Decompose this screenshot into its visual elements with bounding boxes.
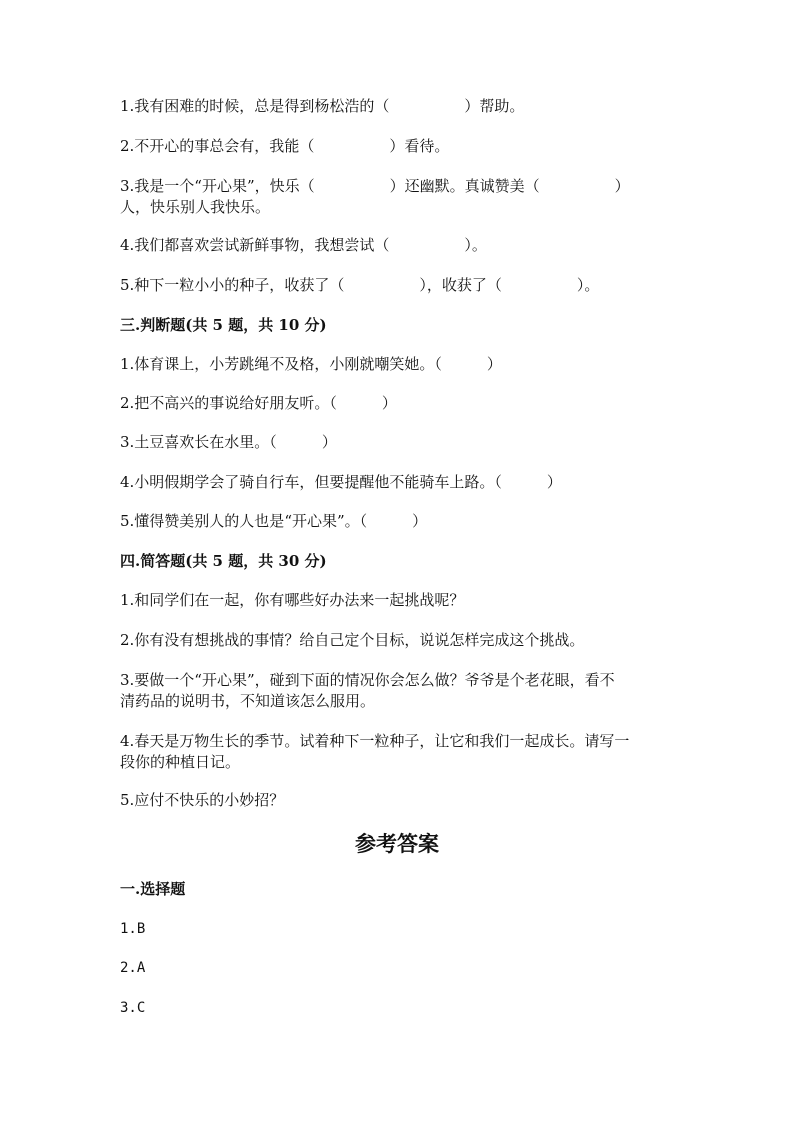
short-answer-question-2: 2.你有没有想挑战的事情？给自己定个目标，说说怎样完成这个挑战。 — [120, 631, 585, 649]
fill-blank-question-1: 1.我有困难的时候，总是得到杨松浩的（ ）帮助。 — [120, 97, 525, 115]
answer-item-3: 3.C — [120, 1000, 146, 1016]
judge-question-3: 3.土豆喜欢长在水里。（ ） — [120, 433, 337, 451]
judge-question-2: 2.把不高兴的事说给好朋友听。（ ） — [120, 394, 397, 412]
answers-title: 参考答案 — [355, 831, 439, 856]
fill-blank-question-4: 4.我们都喜欢尝试新鲜事物，我想尝试（ ）。 — [120, 236, 487, 254]
judge-question-5: 5.懂得赞美别人的人也是“开心果”。（ ） — [120, 512, 428, 530]
judge-question-1: 1.体育课上，小芳跳绳不及格，小刚就嘲笑她。（ ） — [120, 355, 502, 373]
short-answer-question-4-cont: 段你的种植日记。 — [120, 753, 241, 771]
short-answer-section-heading: 四.简答题(共 5 题，共 30 分) — [120, 552, 327, 570]
short-answer-question-5: 5.应付不快乐的小妙招？ — [120, 791, 285, 809]
answers-section-heading: 一.选择题 — [120, 880, 186, 898]
fill-blank-question-3-cont: 人，快乐别人我快乐。 — [120, 198, 271, 216]
fill-blank-question-2: 2.不开心的事总会有，我能（ ）看待。 — [120, 137, 450, 155]
short-answer-question-4: 4.春天是万物生长的季节。试着种下一粒种子，让它和我们一起成长。请写一 — [120, 732, 630, 750]
answer-item-1: 1.B — [120, 921, 146, 937]
short-answer-question-1: 1.和同学们在一起，你有哪些好办法来一起挑战呢？ — [120, 591, 465, 609]
short-answer-question-3: 3.要做一个“开心果”，碰到下面的情况你会怎么做？爷爷是个老花眼，看不 — [120, 671, 615, 689]
fill-blank-question-5: 5.种下一粒小小的种子，收获了（ ），收获了（ ）。 — [120, 276, 600, 294]
fill-blank-question-3: 3.我是一个“开心果”，快乐（ ）还幽默。真诚赞美（ ） — [120, 177, 630, 195]
short-answer-question-3-cont: 清药品的说明书，不知道该怎么服用。 — [120, 692, 376, 710]
judge-question-4: 4.小明假期学会了骑自行车，但要提醒他不能骑车上路。（ ） — [120, 473, 562, 491]
judge-section-heading: 三.判断题(共 5 题，共 10 分) — [120, 316, 327, 334]
answer-item-2: 2.A — [120, 960, 146, 976]
